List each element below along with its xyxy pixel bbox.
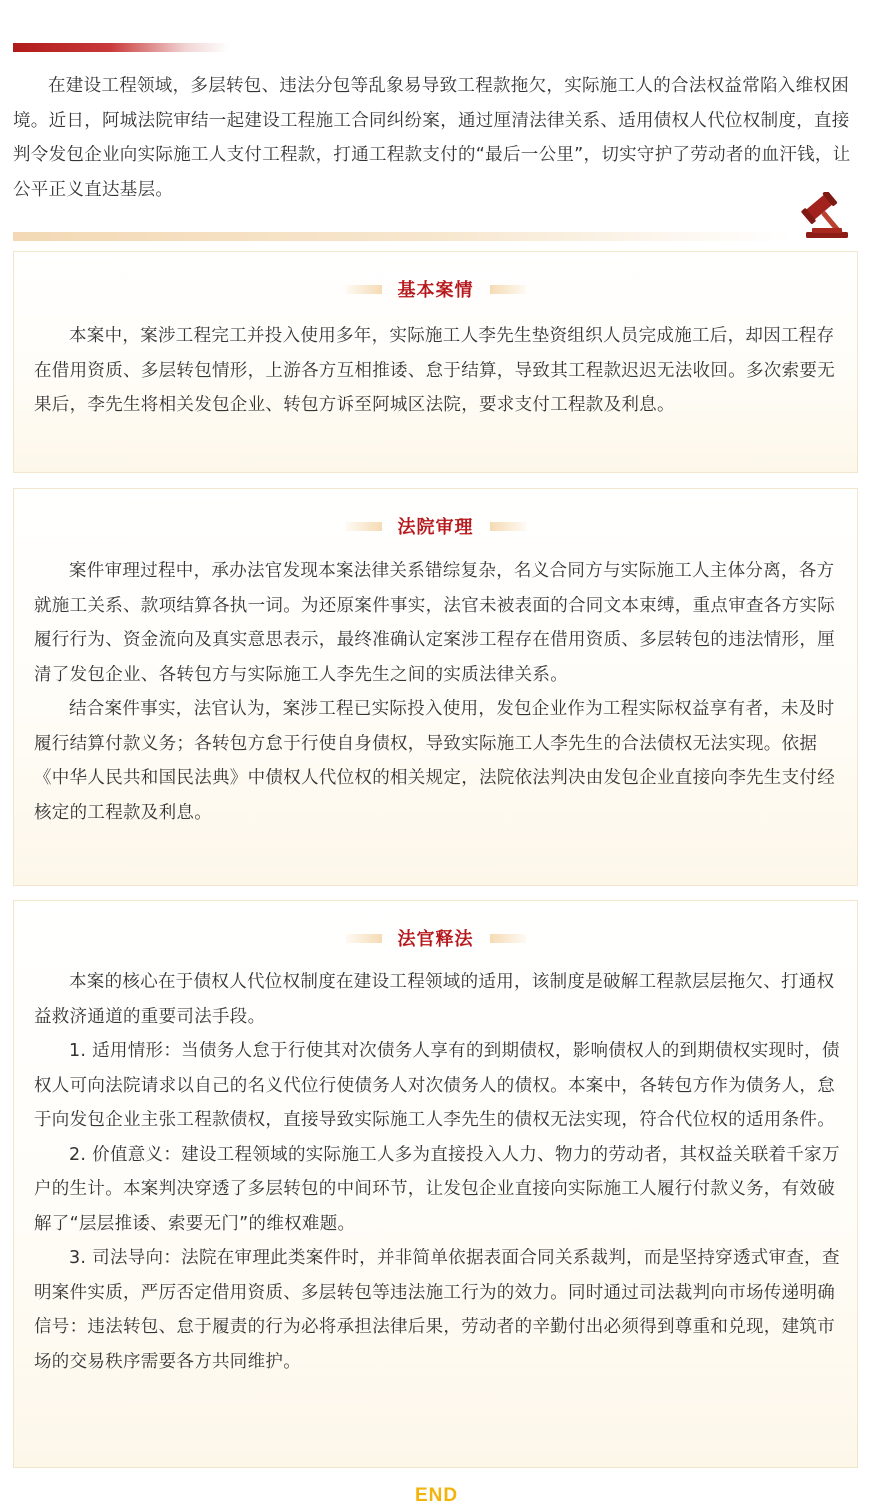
section-paragraph: 本案中，案涉工程完工并投入使用多年，实际施工人李先生垫资组织人员完成施工后，却因工程存在借用资质、多层转包情形，上游各方互相推诿、怠于结算，导致其工程款迟迟无法收回。多次索要无果后，李先生将相关发包企业、转包方诉至阿城区法院，要求支付工程款及利息。 [34, 326, 835, 415]
section-divider [13, 232, 793, 241]
section-card-judge-explains [13, 900, 858, 1468]
gavel-icon [800, 192, 854, 240]
section-title: 法官释法 [382, 925, 490, 951]
section-paragraph: 本案的核心在于债权人代位权制度在建设工程领域的适用，该制度是破解工程款层层拖欠、打通权益救济通道的重要司法手段。 [34, 972, 835, 1027]
section-paragraph: 2. 价值意义：建设工程领域的实际施工人多为直接投入人力、物力的劳动者，其权益关联着千家万户的生计。本案判决穿透了多层转包的中间环节，让发包企业直接向实际施工人履行付款义务，有效破解了“层层推诿、索要无门”的维权难题。 [34, 1144, 840, 1234]
section-paragraph: 结合案件事实，法官认为，案涉工程已实际投入使用，发包企业作为工程实际权益享有者，未及时履行结算付款义务；各转包方怠于行使自身债权，导致实际施工人李先生的合法债权无法实现。依据《中华人民共和国民法典》中债权人代位权的相关规定，法院依法判决由发包企业直接向李先生支付经核定的工程款及利息。 [34, 699, 835, 823]
section-title: 基本案情 [382, 276, 490, 302]
top-accent-bar [13, 43, 229, 52]
intro-paragraph: 在建设工程领域，多层转包、违法分包等乱象易导致工程款拖欠，实际施工人的合法权益常陷入维权困境。近日，阿城法院审结一起建设工程施工合同纠纷案，通过厘清法律关系、适用债权人代位权制度，直接判令发包企业向实际施工人支付工程款，打通工程款支付的“最后一公里”，切实守护了劳动者的血汗钱，让公平正义直达基层。 [13, 76, 851, 200]
section-paragraph: 3. 司法导向：法院在审理此类案件时，并非简单依据表面合同关系裁判，而是坚持穿透式审查，查明案件实质，严厉否定借用资质、多层转包等违法施工行为的效力。同时通过司法裁判向市场传递明确信号：违法转包、怠于履责的行为必将承担法律后果，劳动者的辛勤付出必须得到尊重和兑现，建筑市场的交易秩序需要各方共同维护。 [34, 1248, 840, 1372]
section-paragraph: 案件审理过程中，承办法官发现本案法律关系错综复杂，名义合同方与实际施工人主体分离，各方就施工关系、款项结算各执一词。为还原案件事实，法官未被表面的合同文本束缚，重点审查各方实际履行行为、资金流向及真实意思表示，最终准确认定案涉工程存在借用资质、多层转包的违法情形，厘清了发包企业、各转包方与实际施工人李先生之间的实质法律关系。 [34, 561, 835, 685]
section-card-basic-facts [13, 251, 858, 473]
section-paragraph: 1. 适用情形：当债务人怠于行使其对次债务人享有的到期债权，影响债权人的到期债权实现时，债权人可向法院请求以自己的名义代位行使债务人对次债务人的债权。本案中，各转包方作为债务人，怠于向发包企业主张工程款债权，直接导致实际施工人李先生的债权无法实现，符合代位权的适用条件。 [34, 1041, 840, 1130]
section-title: 法院审理 [382, 513, 490, 539]
section-card-court-trial [13, 488, 858, 886]
end-label: END [414, 1485, 459, 1506]
